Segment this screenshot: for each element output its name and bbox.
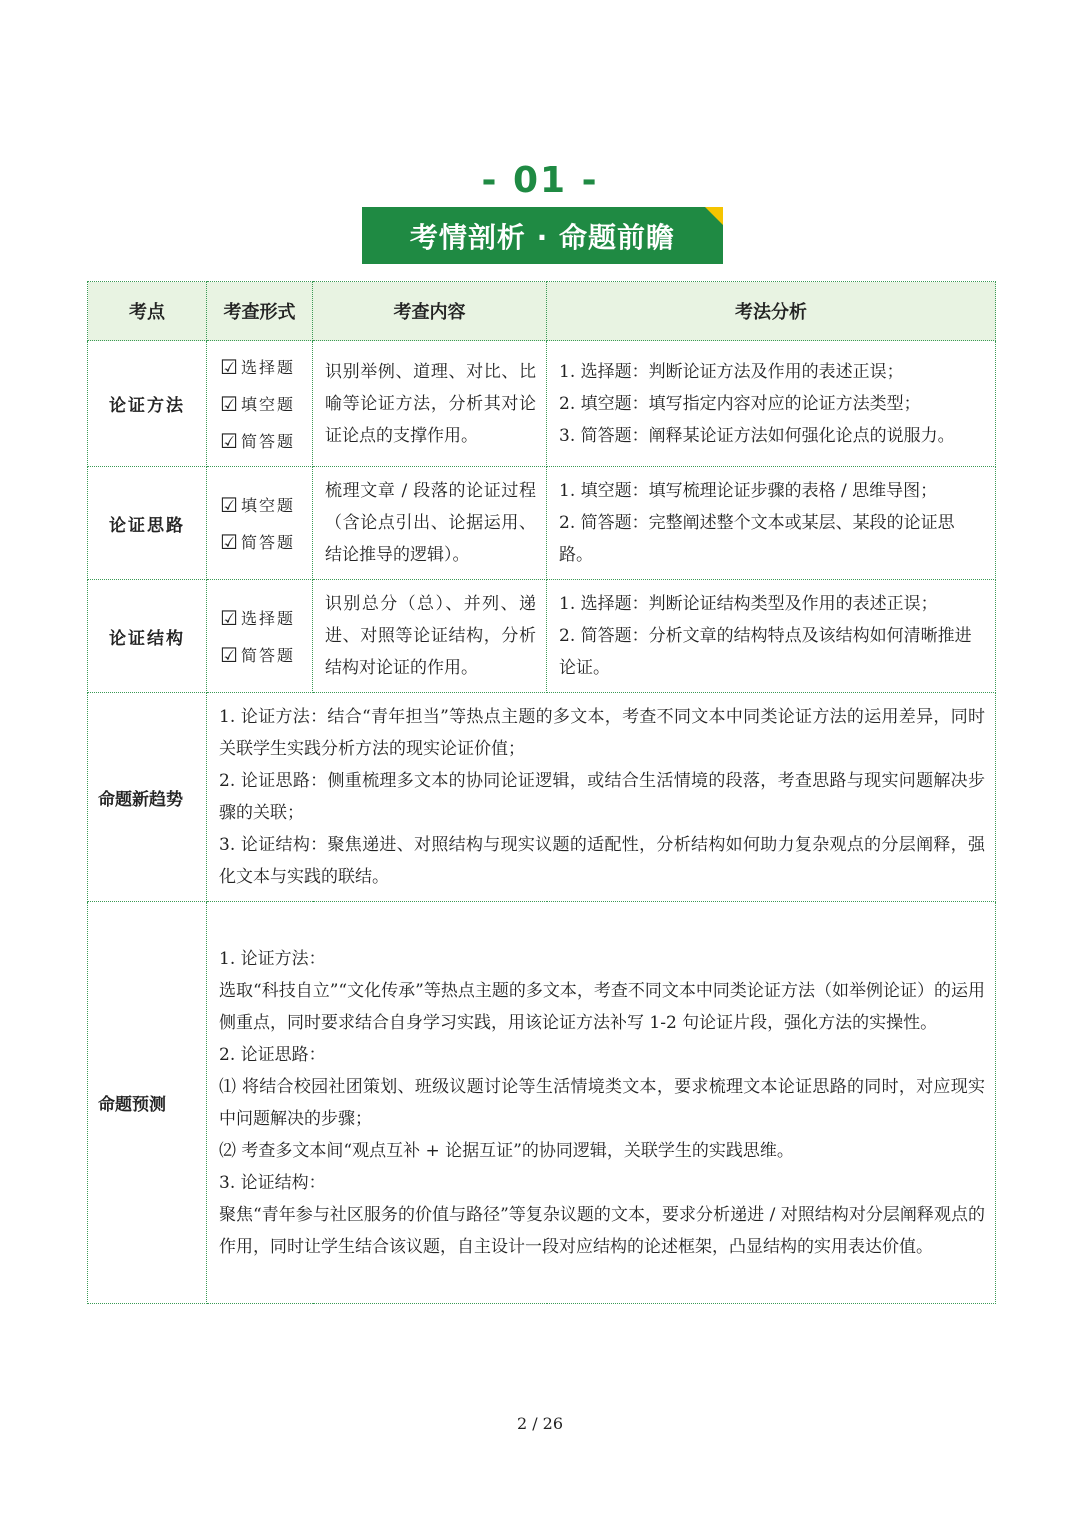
row-content: 梳理文章 / 段落的论证过程（含论点引出、论据运用、结论推导的逻辑）。 (313, 467, 547, 580)
forecast-line: 3. 论证结构： (219, 1172, 326, 1193)
trend-content (207, 693, 996, 902)
checked-box-icon: ☑ (220, 642, 240, 667)
analysis-line: 1. 填空题：填写梳理论证步骤的表格 / 思维导图； (559, 481, 938, 501)
exam-analysis-table (87, 281, 996, 1304)
section-number: - 01 - (481, 160, 599, 201)
row-analysis (547, 580, 996, 693)
row-point: 论证结构 (88, 580, 207, 693)
forecast-line: 选取“科技自立”“文化传承”等热点主题的多文本，考查不同文本中同类论证方法（如举例论证）的运用侧重点，同时要求结合自身学习实践，用该论证方法补写 1-2 句论证片段，强化方法的实操性。 (219, 980, 985, 1033)
trend-label: 命题新趋势 (88, 693, 207, 902)
analysis-line: 1. 选择题：判断论证结构类型及作用的表述正误； (559, 594, 938, 614)
row-point: 论证思路 (88, 467, 207, 580)
analysis-line: 1. 选择题：判断论证方法及作用的表述正误； (559, 361, 904, 382)
forecast-row (88, 902, 996, 1304)
row-content: 识别总分（总）、并列、递进、对照等论证结构，分析结构对论证的作用。 (313, 580, 547, 693)
row-point: 论证方法 (88, 341, 207, 467)
table-row (88, 467, 996, 580)
page-number: 2 / 26 (516, 1414, 564, 1433)
form-item: ☑ 选择题 (220, 354, 295, 379)
row-analysis (547, 467, 996, 580)
trend-line: 1. 论证方法：结合“青年担当”等热点主题的多文本，考查不同文本中同类论证方法的运用差异，同时关联学生实践分析方法的现实论证价值； (219, 707, 985, 759)
trend-line: 2. 论证思路：侧重梳理多文本的协同论证逻辑，或结合生活情境的段落，考查思路与现实问题解决步骤的关联； (219, 771, 985, 823)
row-content: 识别举例、道理、对比、比喻等论证方法，分析其对论证论点的支撑作用。 (313, 341, 547, 467)
analysis-line: 2. 简答题：完整阐述整个文本或某层、某段的论证思路。 (559, 513, 955, 565)
forecast-line: ⑴ 将结合校园社团策划、班级议题讨论等生活情境类文本，要求梳理文本论证思路的同时，对应现实中问题解决的步骤； (219, 1076, 985, 1129)
form-item: ☑ 简答题 (220, 529, 295, 554)
forecast-label: 命题预测 (88, 902, 207, 1304)
checked-box-icon: ☑ (220, 492, 240, 517)
analysis-line: 2. 简答题：分析文章的结构特点及该结构如何清晰推进论证。 (559, 626, 972, 678)
forecast-line: ⑵ 考查多文本间“观点互补 + 论据互证”的协同逻辑，关联学生的实践思维。 (219, 1140, 794, 1161)
forecast-line: 2. 论证思路： (219, 1044, 326, 1065)
checked-box-icon: ☑ (220, 529, 240, 554)
form-item: ☑ 选择题 (220, 605, 295, 630)
row-forms (207, 467, 313, 580)
row-forms (207, 341, 313, 467)
table-header-row (88, 282, 996, 341)
checked-box-icon: ☑ (220, 391, 240, 416)
checked-box-icon: ☑ (220, 428, 240, 453)
form-item: ☑ 填空题 (220, 391, 295, 416)
analysis-line: 3. 简答题：阐释某论证方法如何强化论点的说服力。 (559, 425, 955, 446)
analysis-line: 2. 填空题：填写指定内容对应的论证方法类型； (559, 393, 921, 414)
trend-line: 3. 论证结构：聚焦递进、对照结构与现实议题的适配性，分析结构如何助力复杂观点的分层阐释，强化文本与实践的联结。 (219, 835, 985, 887)
table-row (88, 341, 996, 467)
form-item: ☑ 填空题 (220, 492, 295, 517)
forecast-content (207, 902, 996, 1304)
banner-corner-decoration (705, 207, 723, 225)
forecast-line: 聚焦“青年参与社区服务的价值与路径”等复杂议题的文本，要求分析递进 / 对照结构对分层阐释观点的作用，同时让学生结合该议题，自主设计一段对应结构的论述框架，凸显结构的实用表达价值。 (219, 1204, 985, 1257)
trend-row (88, 693, 996, 902)
row-forms (207, 580, 313, 693)
header-analysis: 考法分析 (547, 282, 996, 341)
forecast-line: 1. 论证方法： (219, 948, 326, 969)
row-analysis (547, 341, 996, 467)
header-content: 考查内容 (313, 282, 547, 341)
checked-box-icon: ☑ (220, 354, 240, 379)
table-row (88, 580, 996, 693)
banner-title: 考情剖析 · 命题前瞻 (409, 220, 676, 254)
section-banner (362, 207, 723, 264)
form-item: ☑ 简答题 (220, 428, 295, 453)
header-form: 考查形式 (207, 282, 313, 341)
header-point: 考点 (88, 282, 207, 341)
form-item: ☑ 简答题 (220, 642, 295, 667)
checked-box-icon: ☑ (220, 605, 240, 630)
